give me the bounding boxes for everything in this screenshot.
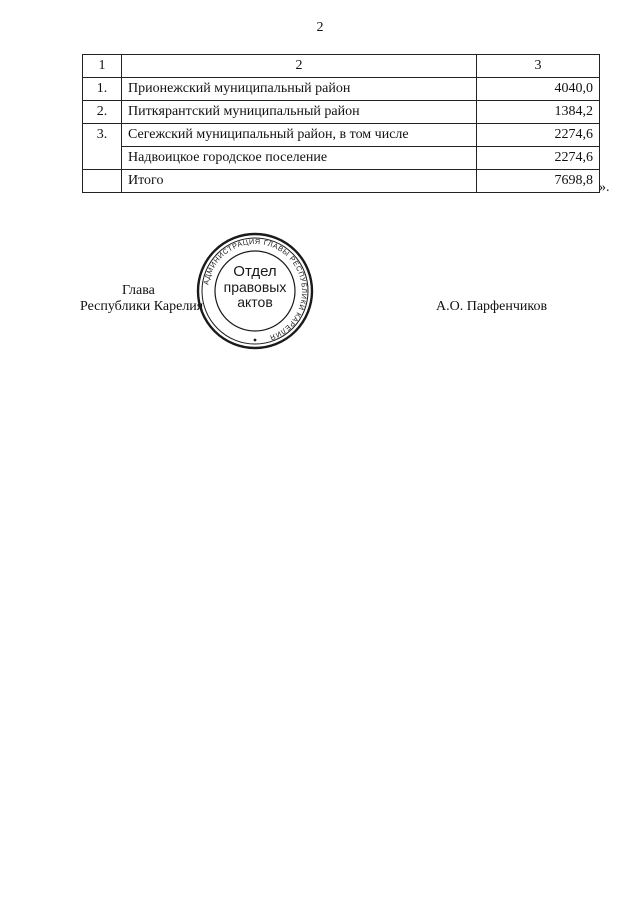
table-header-row — [83, 55, 600, 78]
row-number — [83, 147, 122, 170]
table-row — [83, 101, 600, 124]
row-district: Надвоицкое городское поселение — [122, 147, 477, 170]
row-district: Прионежский муниципальный район — [122, 78, 477, 101]
row-value: 4040,0 — [477, 78, 600, 101]
row-value: 1384,2 — [477, 101, 600, 124]
table-row — [83, 124, 600, 147]
header-cell-name: 2 — [122, 55, 477, 78]
table-total-row — [83, 170, 600, 193]
row-number — [83, 170, 122, 193]
row-number: 3. — [83, 124, 122, 147]
signatory-title-line2: Республики Карелия — [80, 299, 204, 314]
row-value: 2274,6 — [477, 147, 600, 170]
header-cell-num: 1 — [83, 55, 122, 78]
official-stamp — [196, 232, 314, 350]
stamp-ring-text: АДМИНИСТРАЦИЯ ГЛАВЫ РЕСПУБЛИКИ КАРЕЛИЯ — [201, 236, 310, 343]
appendix-table — [82, 54, 600, 193]
stamp-text-line3: актов — [237, 294, 273, 310]
row-number: 2. — [83, 101, 122, 124]
total-value: 7698,8 — [477, 170, 600, 193]
stamp-text-line2: правовых — [223, 279, 287, 295]
row-district: Сегежский муниципальный район, в том числе — [122, 124, 477, 147]
row-district: Питкярантский муниципальный район — [122, 101, 477, 124]
table-row — [83, 78, 600, 101]
stamp-text-line1: Отдел — [233, 263, 277, 280]
signatory-title-line1: Глава — [122, 283, 155, 298]
total-label: Итого — [122, 170, 477, 193]
page-number: 2 — [316, 20, 324, 35]
header-cell-value: 3 — [477, 55, 600, 78]
signatory-name: А.О. Парфенчиков — [436, 299, 548, 314]
row-value: 2274,6 — [477, 124, 600, 147]
row-number: 1. — [83, 78, 122, 101]
table-row — [83, 147, 600, 170]
closing-quote-mark: ». — [599, 180, 610, 195]
